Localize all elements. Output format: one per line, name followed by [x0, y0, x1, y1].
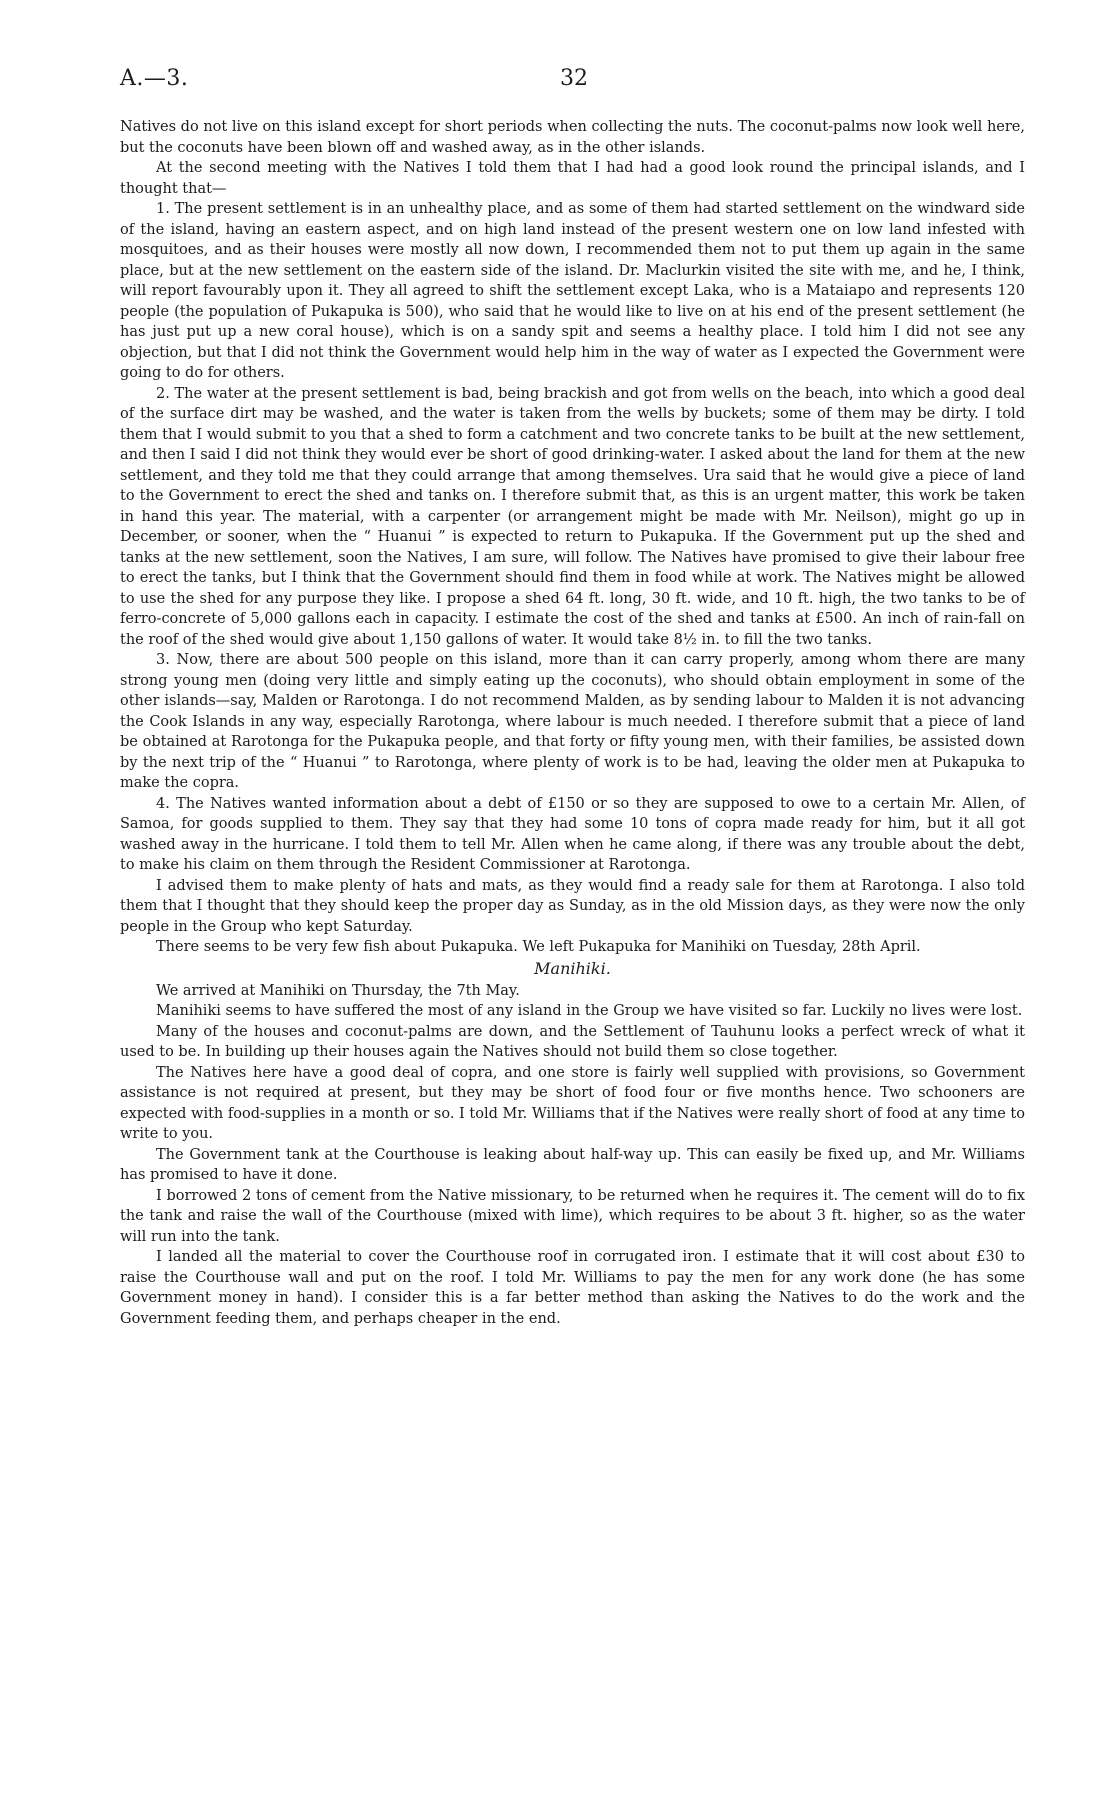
document-body [120, 117, 1025, 1329]
paragraph: I borrowed 2 tons of cement from the Native missionary, to be returned when he requires it. The cement will do to fix the tank and raise the wall of the Courthouse (mixed with lime), which requires to be about 3 ft. higher, so as the water will run into the tank. [120, 1187, 1025, 1245]
paragraph: The Natives here have a good deal of copra, and one store is fairly well supplied with provisions, so Government assistance is not required at present, but they may be short of food four or five months hence. Two schooners are expected with food-supplies in a month or so. I told Mr. Williams that if the Natives were really short of food at any time to write to you. [120, 1064, 1025, 1142]
paragraph-item-4: 4. The Natives wanted information about a debt of £150 or so they are supposed to owe to a certain Mr. Allen, of Samoa, for goods supplied to them. They say that they had some 10 tons of copra made ready for him, but it all got washed away in the hurricane. I told them to tell Mr. Allen when he came along, if there was any trouble about the debt, to make his claim on them through the Resident Commissioner at Rarotonga. [120, 795, 1025, 873]
paragraph: We arrived at Manihiki on Thursday, the 7th May. [156, 982, 520, 999]
paragraph: I advised them to make plenty of hats and mats, as they would find a ready sale for them at Rarotonga. I also told them that I thought that they should keep the proper day as Sunday, as in the old Mission days, as they were now the only people in the Group who kept Saturday. [120, 877, 1025, 935]
paragraph: Many of the houses and coconut-palms are down, and the Settlement of Tauhunu looks a perfect wreck of what it used to be. In building up their houses again the Natives should not build them so close together. [120, 1023, 1025, 1060]
paragraph: Manihiki seems to have suffered the most of any island in the Group we have visited so far. Luckily no lives were lost. [156, 1003, 1023, 1019]
paragraph: There seems to be very few fish about Pukapuka. We left Pukapuka for Manihiki on Tuesday, 28th April. [156, 939, 921, 955]
paragraph: The Government tank at the Courthouse is leaking about half-way up. This can easily be fixed up, and Mr. Williams has promised to have it done. [120, 1146, 1025, 1183]
paragraph: Natives do not live on this island except for short periods when collecting the nuts. The coconut-palms now look well here, but the coconuts have been blown off and washed away, as in the other islands. [120, 119, 1025, 156]
paragraph-item-3: 3. Now, there are about 500 people on this island, more than it can carry properly, among whom there are many strong young men (doing very little and simply eating up the coconuts), who should obtain employment in some of the other islands—say, Malden or Rarotonga. I do not recommend Malden, as by sending labour to Malden it is not advancing the Cook Islands in any way, especially Rarotonga, where labour is much needed. I therefore submit that a piece of land be obtained at Rarotonga for the Pukapuka people, and that forty or fifty young men, with their families, be assisted down by the next trip of the “ Huanui ” to Rarotonga, where plenty of work is to be had, leaving the older men at Pukapuka to make the copra. [120, 652, 1025, 791]
paragraph-item-2: 2. The water at the present settlement is bad, being brackish and got from wells on the beach, into which a good deal of the surface dirt may be washed, and the water is taken from the wells by buckets; some of them may be dirty. I told them that I would submit to you that a shed to form a catchment and two concrete tanks to be built at the new settlement, and then I said I did not think they would ever be short of good drinking-water. I asked about the land for them at the new settlement, and they told me that they could arrange that among themselves. Ura said that he would give a piece of land to the Government to erect the shed and tanks on. I therefore submit that, as this is an urgent matter, this work be taken in hand this year. The material, with a carpenter (or arrangement might be made with Mr. Neilson), might go up in December, or sooner, when the “ Huanui ” is expected to return to Pukapuka. If the Government put up the shed and tanks at the new settlement, soon the Natives, I am sure, will follow. The Natives have promised to give their labour free to erect the tanks, but I think that the Government should find them in food while at work. The Natives might be allowed to use the shed for any purpose they like. I propose a shed 64 ft. long, 30 ft. wide, and 10 ft. high, the two tanks to be of ferro-concrete of 5,000 gallons each in capacity. I estimate the cost of the shed and tanks at £500. An inch of rain-fall on the roof of the shed would give about 1,150 gallons of water. It would take 8½ in. to fill the two tanks. [120, 385, 1025, 648]
document-reference: A.—3. [120, 66, 189, 91]
section-heading-manihiki: Manihiki. [534, 958, 611, 978]
page-number: 32 [560, 66, 588, 91]
paragraph: At the second meeting with the Natives I told them that I had had a good look round the principal islands, and I thought that— [120, 160, 1025, 197]
paragraph-item-1: 1. The present settlement is in an unhealthy place, and as some of them had started settlement on the windward side of the island, having an eastern aspect, and on high land instead of the present western one on low land infested with mosquitoes, and as their houses were mostly all now down, I recommended them not to put them up again in the same place, but at the new settlement on the eastern side of the island. Dr. Maclurkin visited the site with me, and he, I think, will report favourably upon it. They all agreed to shift the settlement except Laka, who is a Mataiapo and represents 120 people (the population of Pukapuka is 500), who said that he would like to live on at his end of the present settlement (he has just put up a new coral house), which is on a sandy spit and seems a healthy place. I told him I did not see any objection, but that I did not think the Government would help him in the way of water as I expected the Government were going to do for others. [120, 201, 1025, 381]
paragraph: I landed all the material to cover the Courthouse roof in corrugated iron. I estimate that it will cost about £30 to raise the Courthouse wall and put on the roof. I told Mr. Williams to pay the men for any work done (he has some Government money in hand). I consider this is a far better method than asking the Natives to do the work and the Government feeding them, and perhaps cheaper in the end. [120, 1249, 1025, 1327]
page-header [120, 66, 1020, 96]
